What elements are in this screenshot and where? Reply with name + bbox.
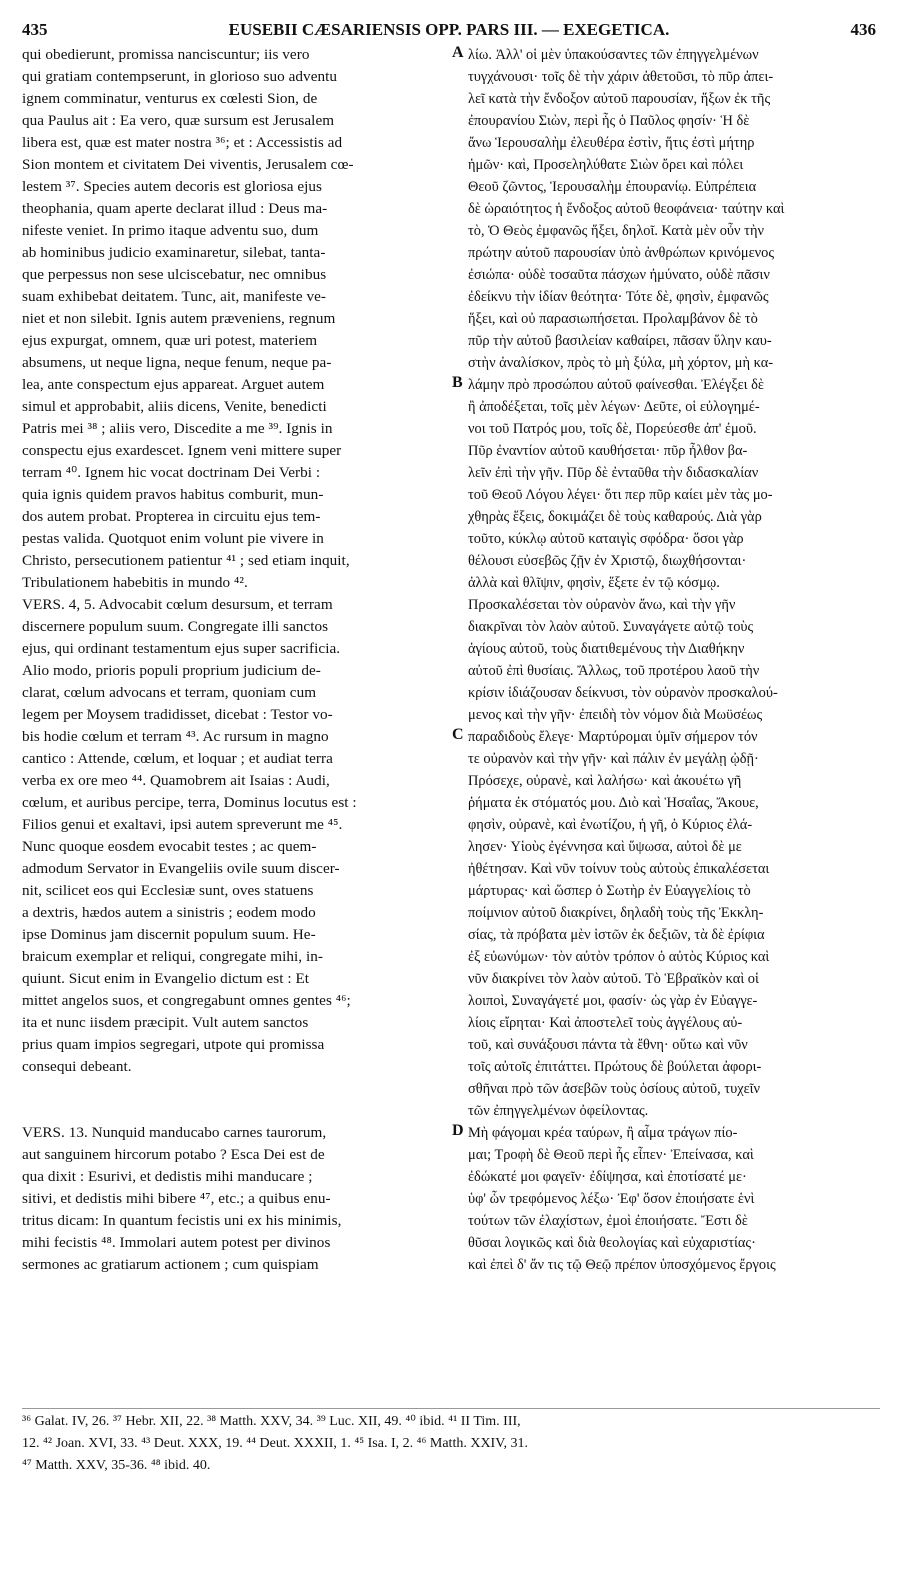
latin-text-line: nifeste veniet. In primo itaque adventu suo, dum [22, 222, 319, 239]
latin-text-line: lea, ante conspectum ejus appareat. Arguet autem [22, 376, 325, 393]
greek-text-line: κρίσιν ἰδιάζουσαν δείκνυσι, τὸν οὐρανὸν προσκαλού- [468, 685, 778, 701]
greek-text-line: πρώτην αὐτοῦ παρουσίαν ὑπὸ ἀνθρώπων κρινόμενος [468, 245, 775, 261]
greek-text-line: καὶ ἐπεὶ δ' ἄν τις τῷ Θεῷ πρέπον ὑποσχόμενος ἔργοις [468, 1257, 776, 1273]
greek-text-line: πῦρ τὴν αὐτοῦ βασιλείαν καθαίρει, πᾶσαν ὕλην καυ- [468, 333, 772, 349]
greek-text-line: Πῦρ ἐναντίον αὐτοῦ καυθήσεται· πῦρ ἦλθον βα- [468, 443, 748, 459]
latin-column [22, 44, 450, 1276]
latin-text-line: ipse Dominus jam discernit populum suum. He- [22, 926, 316, 943]
footnote-line: ⁴⁷ Matth. XXV, 35-36. ⁴⁸ ibid. 40. [22, 1458, 211, 1473]
margin-letter-b: B [452, 374, 463, 391]
latin-text-line: braicum exemplar et reliqui, congregate mihi, in- [22, 948, 324, 965]
latin-text-line: consequi debeant. [22, 1058, 132, 1075]
latin-text-line: suam exhibebat deitatem. Tunc, ait, manifeste ve- [22, 288, 327, 305]
latin-text-line: qui obedierunt, promissa nanciscuntur; iis vero [22, 46, 310, 63]
greek-text-line: χθηρὰς ἕξεις, δοκιμάζει δὲ τοὺς καθαρούς. Διὰ γὰρ [468, 509, 762, 525]
greek-text-line: ἀλλὰ καὶ θλῖψιν, φησὶν, ἕξετε ἐν τῷ κόσμῳ. [468, 575, 720, 591]
latin-text-line: discernere populum suum. Congregate illi sanctos [22, 618, 329, 635]
latin-text-line: legem per Moysem tradidisset, dicebat : Testor vo- [22, 706, 333, 723]
latin-text-line: que perpessus non sese ulciscebatur, nec omnibus [22, 266, 327, 283]
latin-text-line: a dextris, hædos autem a sinistris ; eodem modo [22, 904, 316, 921]
greek-text-line: τοῦτο, κύκλῳ αὐτοῦ καταιγὶς σφόδρα· ὅσοι γὰρ [468, 531, 744, 547]
greek-text-line: τυγχάνουσι· τοῖς δὲ τὴν χάριν ἀθετοῦσι, τὸ πῦρ ἀπει- [468, 69, 774, 85]
latin-text-line: Alio modo, prioris populi proprium judicium de- [22, 662, 321, 679]
latin-text-line: admodum Servator in Evangeliis ovile suum discer- [22, 860, 340, 877]
greek-text-line: μαι; Τροφὴ δὲ Θεοῦ περὶ ἧς εἶπεν· Ἐπείνασα, καὶ [468, 1147, 754, 1163]
latin-text-line: ejus expurgat, omnem, quæ uri potest, materiem [22, 332, 318, 349]
page-number-left: 435 [22, 20, 48, 39]
greek-text-line: μενος καὶ τὴν γῆν· ἐπειδὴ τὸν νόμον διὰ Μωϋσέως [468, 707, 763, 723]
page-number-right: 436 [850, 20, 876, 39]
greek-text-line: Μὴ φάγομαι κρέα ταύρων, ἢ αἷμα τράγων πίο- [468, 1125, 738, 1141]
latin-text-line: cantico : Attende, cœlum, et loquar ; et audiat terra [22, 750, 333, 767]
latin-text-line: mittet angelos suos, et congregabunt omnes gentes ⁴⁶; [22, 992, 351, 1009]
margin-letter-d: D [452, 1122, 464, 1139]
latin-text-line: absumens, ut neque ligna, neque fenum, neque pa- [22, 354, 332, 371]
latin-text-line: lestem ³⁷. Species autem decoris est gloriosa ejus [22, 178, 322, 195]
running-title: EUSEBII CÆSARIENSIS OPP. PARS III. — EXEGETICA. [228, 20, 670, 39]
greek-text-line: ἐδείκνυ τὴν ἰδίαν θεότητα· Τότε δὲ, φησὶν, ἐμφανῶς [468, 289, 769, 305]
greek-text-line: ἁγίους αὐτοῦ, τοὺς διατιθεμένους τὴν Διαθήκην [468, 641, 745, 657]
latin-text-line: quiunt. Sicut enim in Evangelio dictum est : Et [22, 970, 310, 987]
greek-text-line: λησεν· Υἱοὺς ἐγέννησα καὶ ὕψωσα, αὐτοὶ δὲ με [468, 839, 742, 855]
greek-text-line: ἐδώκατέ μοι φαγεῖν· ἐδίψησα, καὶ ἐποτίσατέ με· [468, 1169, 747, 1185]
footnote-line: 12. ⁴² Joan. XVI, 33. ⁴³ Deut. XXX, 19. ⁴⁴ Deut. XXXII, 1. ⁴⁵ Isa. I, 2. ⁴⁶ Matth. XXIV, 31. [22, 1436, 529, 1451]
greek-text-line: θέλουσι εὐσεβῶς ζῇν ἐν Χριστῷ, διωχθήσονται· [468, 553, 747, 569]
latin-text-line: cœlum, et auribus percipe, terra, Dominus locutus est : [22, 794, 357, 811]
latin-text-line: terram ⁴⁰. Ignem hic vocat doctrinam Dei Verbi : [22, 464, 321, 481]
footnotes [22, 1408, 880, 1477]
greek-text-line: λοιποὶ, Συναγάγετέ μοι, φασίν· ὡς γὰρ ἐν Εὐαγγε- [468, 993, 758, 1009]
paragraph-gap [22, 1078, 450, 1100]
latin-text-line: quia ignis quidem pravos habitus comburit, mun- [22, 486, 324, 503]
greek-text-line: σίας, τὰ πρόβατα μὲν ἱστῶν ἐκ δεξιῶν, τὰ δὲ ἐρίφια [468, 927, 765, 943]
greek-text-line: θῦσαι λογικῶς καὶ διὰ θεολογίας καὶ εὐχαριστίας· [468, 1235, 756, 1251]
greek-text-line: λάμην πρὸ προσώπου αὐτοῦ φαίνεσθαι. Ἐλέγξει δὲ [468, 377, 764, 393]
latin-text-line: aut sanguinem hircorum potabo ? Esca Dei est de [22, 1146, 325, 1163]
latin-text-line: prius quam impios segregari, utpote qui promissa [22, 1036, 325, 1053]
greek-text-line: τοῦ Θεοῦ Λόγου λέγει· ὅτι περ πῦρ καίει μὲν τὰς μο- [468, 487, 773, 503]
latin-text-line: Christo, persecutionem patientur ⁴¹ ; sed etiam inquit, [22, 552, 350, 569]
greek-text-line: ἠθέτησαν. Καὶ νῦν τοίνυν τοὺς αὐτοὺς ἐπικαλέσεται [468, 861, 770, 877]
latin-text-line: Tribulationem habebitis in mundo ⁴². [22, 574, 248, 591]
latin-text-line: conspectu ejus exardescet. Ignem veni mittere super [22, 442, 342, 459]
latin-text-line: qua Paulus ait : Ea vero, quæ sursum est Jerusalem [22, 112, 335, 129]
latin-text-line: Nunc quoque eosdem evocabit testes ; ac quem- [22, 838, 317, 855]
latin-text-line: simul et approbabit, aliis dicens, Venite, benedicti [22, 398, 327, 415]
latin-text-line: Sion montem et civitatem Dei viventis, Jerusalem cœ- [22, 156, 354, 173]
greek-text-line: νῦν διακρίνει τὸν λαὸν αὐτοῦ. Τὸ Ἑβραϊκὸν καὶ οἱ [468, 971, 759, 987]
greek-text-line: λίω. Ἀλλ' οἱ μὲν ὑπακούσαντες τῶν ἐπηγγελμένων [468, 47, 759, 63]
latin-text-line: tritus dicam: In quantum fecistis uni ex his minimis, [22, 1212, 342, 1229]
latin-text-line: verba ex ore meo ⁴⁴. Quamobrem ait Isaias : Audi, [22, 772, 330, 789]
greek-text-line: ἡμῶν· καὶ, Προσεληλύθατε Σιὼν ὄρει καὶ πόλει [468, 157, 744, 173]
greek-text-line: Προσκαλέσεται τὸν οὐρανὸν ἄνω, καὶ τὴν γῆν [468, 597, 736, 613]
greek-text-line: στὴν ἀναλίσκον, πρὸς τὸ μὴ ξύλα, μὴ χόρτον, μὴ κα- [468, 355, 774, 371]
latin-text-line: Filios genui et exaltavi, ipsi autem spreverunt me ⁴⁵. [22, 816, 343, 833]
greek-text-line: νοι τοῦ Πατρός μου, τοῖς δὲ, Πορεύεσθε ἀπ' ἐμοῦ. [468, 421, 757, 437]
latin-text-line: bis hodie cœlum et terram ⁴³. Ac rursum in magno [22, 728, 329, 745]
greek-text-line: παραδιδοὺς ἔλεγε· Μαρτύρομαι ὑμῖν σήμερον τόν [468, 729, 758, 745]
greek-text-line: ἐξ εὐωνύμων· τὸν αὐτὸν τρόπον ὁ αὐτὸς Κύριος καὶ [468, 949, 770, 965]
greek-text-line: δὲ ὡραιότητος ἡ ἔνδοξος αὐτοῦ θεοφάνεια· ταύτην καὶ [468, 201, 785, 217]
latin-text-line: qua dixit : Esurivi, et dedistis mihi manducare ; [22, 1168, 313, 1185]
greek-text-line: τὸ, Ὁ Θεὸς ἐμφανῶς ἥξει, δηλοῖ. Κατὰ μὲν οὖν τὴν [468, 223, 764, 239]
latin-text-line: dos autem probat. Propterea in circuitu ejus tem- [22, 508, 321, 525]
latin-text-line: sitivi, et dedistis mihi bibere ⁴⁷, etc.; a quibus enu- [22, 1190, 331, 1207]
paragraph-gap [22, 1100, 450, 1122]
greek-text-line: Θεοῦ ζῶντος, Ἱερουσαλὴμ ἐπουρανίῳ. Εὐπρέπεια [468, 179, 757, 195]
latin-text-line: libera est, quæ est mater nostra ³⁶; et : Accessistis ad [22, 134, 343, 151]
latin-text-line: clarat, cœlum advocans et terram, quoniam cum [22, 684, 317, 701]
greek-text-line: ἐπουρανίου Σιὼν, περὶ ἧς ὁ Παῦλος φησίν· Ἡ δὲ [468, 113, 750, 129]
margin-letter-a: A [452, 44, 464, 61]
latin-text-line: mihi fecistis ⁴⁸. Immolari autem potest per divinos [22, 1234, 331, 1251]
greek-text-line: ἢ ἀποδέξεται, τοῖς μὲν λέγων· Δεῦτε, οἱ εὐλογημέ- [468, 399, 760, 415]
greek-text-line: λίοις εἴρηται· Καὶ ἀποστελεῖ τοὺς ἀγγέλους αὐ- [468, 1015, 743, 1031]
greek-text-line: διακρῖναι τὸν λαὸν αὐτοῦ. Συναγάγετε αὐτῷ τοὺς [468, 619, 754, 635]
latin-text-line: theophania, quam aperte declarat illud : Deus ma- [22, 200, 328, 217]
margin-letter-c: C [452, 726, 464, 743]
latin-text-line: nit, scilicet eos qui Ecclesiæ sunt, oves statuens [22, 882, 314, 899]
footnote-line: ³⁶ Galat. IV, 26. ³⁷ Hebr. XII, 22. ³⁸ Matth. XXV, 34. ³⁹ Luc. XII, 49. ⁴⁰ ibid. ⁴¹ II Tim. III, [22, 1414, 521, 1429]
latin-text-line: ita et nunc iisdem præcipit. Vult autem sanctos [22, 1014, 309, 1031]
greek-text-line: λεῖν ἐπὶ τὴν γῆν. Πῦρ δὲ ἐνταῦθα τὴν διδασκαλίαν [468, 465, 759, 481]
greek-text-line: φησὶν, οὐρανὲ, καὶ ἐνωτίζου, ἡ γῆ, ὁ Κύριος ἐλά- [468, 817, 753, 833]
running-header [22, 20, 876, 42]
greek-text-line: λεῖ κατὰ τὴν ἔνδοξον αὐτοῦ παρουσίαν, ἥξων ἐκ τῆς [468, 91, 771, 107]
latin-text-line: qui gratiam contempserunt, in glorioso suo adventu [22, 68, 338, 85]
greek-text-line: τῶν ἐπηγγελμένων ὀφείλοντας. [468, 1103, 649, 1119]
greek-text-line: σθῆναι πρὸ τῶν ἀσεβῶν τοὺς ὁσίους αὐτοῦ, τυχεῖν [468, 1081, 761, 1097]
greek-text-line: τοῖς αὐτοῖς ἐπιτάττει. Πρώτους δὲ βούλεται ἀφορι- [468, 1059, 762, 1075]
greek-text-line: Πρόσεχε, οὐρανὲ, καὶ λαλήσω· καὶ ἀκουέτω γῆ [468, 773, 742, 789]
latin-text-line: VERS. 13. Nunquid manducabo carnes taurorum, [22, 1124, 327, 1141]
latin-text-line: ab hominibus judicio examinaretur, silebat, tanta- [22, 244, 326, 261]
greek-column [468, 44, 878, 1276]
latin-text-line: sermones ac gratiarum actionem ; cum quispiam [22, 1256, 319, 1273]
latin-text-line: ignem comminatur, venturus ex cœlesti Sion, de [22, 90, 318, 107]
latin-text-line: VERS. 4, 5. Advocabit cœlum desursum, et terram [22, 596, 333, 613]
greek-text-line: ὑφ' ὧν τρεφόμενος λέξω· Ἐφ' ὅσον ἐποιήσατε ἑνὶ [468, 1191, 755, 1207]
greek-text-line: ἄνω Ἱερουσαλὴμ ἐλευθέρα ἐστὶν, ἥτις ἐστὶ μήτηρ [468, 135, 755, 151]
greek-text-line: ῥήματα ἐκ στόματός μου. Διὸ καὶ Ἡσαΐας, Ἄκουε, [468, 795, 759, 811]
greek-text-line: ἐσιώπα· οὐδὲ τοσαῦτα πάσχων ἠμύνατο, οὐδὲ πᾶσιν [468, 267, 770, 283]
greek-text-line: τούτων τῶν ἐλαχίστων, ἐμοὶ ἐποιήσατε. Ἔστι δὲ [468, 1213, 748, 1229]
greek-text-line: αὐτοῦ ἐπὶ θυσίαις. Ἄλλως, τοῦ προτέρου λαοῦ τὴν [468, 663, 760, 679]
greek-text-line: ποίμνιον αὐτοῦ διακρίνει, δηλαδὴ τοὺς τῆς Ἐκκλη- [468, 905, 764, 921]
greek-text-line: τοῦ, καὶ συνάξουσι πάντα τὰ ἔθνη· οὕτω καὶ νῦν [468, 1037, 748, 1053]
greek-text-line: μάρτυρας· καὶ ὥσπερ ὁ Σωτὴρ ἐν Εὐαγγελίοις τὸ [468, 883, 751, 899]
latin-text-line: ejus, qui ordinant testamentum ejus super sacrificia. [22, 640, 341, 657]
latin-text-line: pestas valida. Quotquot enim volunt pie vivere in [22, 530, 324, 547]
greek-text-line: τε οὐρανὸν καὶ τὴν γῆν· καὶ πάλιν ἐν μεγάλῃ ᾠδῇ· [468, 751, 759, 767]
latin-text-line: Patris mei ³⁸ ; aliis vero, Discedite a me ³⁹. Ignis in [22, 420, 333, 437]
greek-text-line: ἥξει, καὶ οὐ παρασιωπήσεται. Προλαμβάνον δὲ τὸ [468, 311, 758, 327]
latin-text-line: niet et non silebit. Ignis autem præveniens, regnum [22, 310, 336, 327]
